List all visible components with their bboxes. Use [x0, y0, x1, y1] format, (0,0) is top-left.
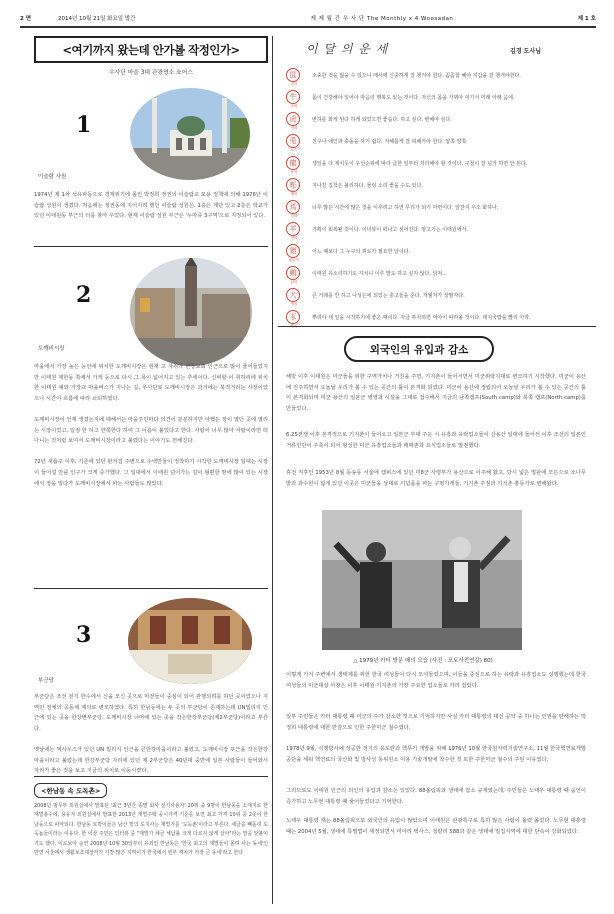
fortune-item [286, 130, 592, 152]
fortune-item [286, 174, 592, 196]
zodiac-icon: 馬 말띠 [286, 200, 300, 214]
item-text: 1974년 제 1차 석유파동으로 경제위기에 몰린 박정희 정권의 이슬람교 포용 정책에 의해 1976년 이슬람 성원이 생겼다. 처음에는 정권동에 지어지려 했던 이슬람 성원은, 1층은 계단 있고 2층은 학교가 있던 이태원동 부근의 터를 찾아 우었다. 현재 이슬람 성원 부근은 '누마쥬 3구역'으로 지정되어 있다. [34, 192, 268, 220]
item-caption: 도깨비시장 [38, 346, 65, 352]
zodiac-icon: 鷄 닭띠 [286, 266, 300, 280]
fortune-text: 너무 많은 시간에 많은 것을 이루려고 하면 무리가 되기 마련이다. 알찬지 우소 화하나. [312, 204, 499, 211]
masthead: 제 제 월 간 우 사 단 The Monthly x 4 Woosadan [310, 16, 454, 22]
fortune-item [286, 196, 592, 218]
item-text: 마을에서 가장 높은 능선에 위치한 도깨비시장은 현재 고 자취가 한창교회 인근으로 많이 줄어들었지만 이태원 제한동 쪽에서 가게 등으로 다시 그 목이 넓어지고 있는 추세이다. 신비할 이 취하리에 위치한 이태원 예와 가장교 마을버스가 지나는 길, 우사단로 도깨비시장은 과거에는 북적거리는 시장이었으나 시간이 흐름에 따라 쇠퇴하였다. 도깨비시장이 언제 생겼는지에 대해서는 마을주민마다 의견이 분분하지만 아쨌든 장이 열던 곳에 열리는 시장이었고, 입점 한 하고 한쪽한다 하여 그 이름이 붙었다고 한다. 사람이 너무 많아 사람이라면 떠나니는 것처럼 보여서 도깨비시장이라고 불렸다는 이야기도 전해진다. 72년 새롭주 이후, 기존에 있던 판자집 주변으로 수백만들이 정착하기 시작한 도깨비시장 일대는 시장이 들어설 만큼 인구가 크게 증가했다. 그 일대에서 이태원 넘어가는 길이 형편한 땅에 많이 있는 시장에서 정을 빌다가 도깨비시장에서 파는 사람들도 많았다. [34, 364, 268, 487]
fortune-text: 어느 때보다 그 누구의 위로가 필요한 날이다. [312, 248, 411, 255]
fortune-item [286, 86, 592, 108]
body-paragraph: 6.25전쟁 이후 본격적으로 기지촌이 들어오고 일본군 부대 주둔 시 유흥과 유락업소들이 신용산 일대에 들어선 이후 조선의 일본인 거류민단이 주축이 되어 형성한 미군 유흥업소들과 매매촌과 요식업소들로 발전했다. [286, 432, 586, 449]
divider [34, 776, 268, 777]
fortune-item [286, 218, 592, 240]
divider [34, 588, 268, 589]
photo-caption: △ 1979년 카터 방문 때의 모습 (사진 : 포토사전연감) 80) [353, 658, 493, 664]
body-paragraph: 해방 이후 이태원은 미군들을 위한 구역가치나 거친을 주면, 기지촌이 들어서면서 미군위락지대로 변모하기 시작했다. 미군이 용산에 진주하면서 오늘날 우리가 볼 수 있는 공간의 틀이 본격화 되었다. 미군이 용산에 정립되어 오늘날 우리가 볼 수 있는 공간의 틀이 본격화되며 미군 용산의 일본군 병영과 시설을 그대로 접수해서 지금의 남쪽캠프(South camp)와 북쪽 캠프(North camp)를 만들었다. [286, 374, 586, 412]
zodiac-icon: 蛇 뱀띠 [286, 178, 300, 192]
page-number: 2 면 [20, 16, 32, 22]
item-caption: 이슬람 사원 [38, 174, 67, 180]
item-number: 3 [76, 622, 92, 648]
zodiac-icon: 兎 토끼 [286, 134, 300, 148]
body-paragraph: 일부 주민들은 카터 대통령 때 미군의 수가 감소한 것으로 기억하지만 사실 카터 대통령의 대선 공약 중 하나는 인권을 탄해하는 박정희 대통령에 대한 반감으로 인한 주한미군 철수였다. [286, 714, 586, 731]
fortune-item [286, 64, 592, 86]
body-paragraph: 휴전 직후인 1953년 8월 동송동 서울에 캠퍼스에 있던 미8군 사령부가 용산으로 이주해 왔고, 당시 넓은 벌판에 모든으로 소나무 밭과 과수원이 넓게 있던 이곳은 미군들을 상대로 기념품을 파는 구멍가게들, 기지촌 주점과 기지촌 홍등가로 변해왔다. [286, 470, 586, 487]
sidebar-box-title: <한남동 속 도독촌> [34, 783, 107, 798]
fortune-text: 친구나 애인과 충돌을 하기 쉽다. 지혜롭게 잘 피해가야 한다. 양쪽 양쪽 [312, 138, 467, 145]
fortune-text: 뿌려야 새 일을 시작하기에 좋은 때이다. 자금 투자하면 여야이 따라올 것이다. 돼지국밥을 빨리 아라. [312, 314, 531, 321]
fortune-item [286, 240, 592, 262]
article-headline: <여기까지 왔는데 안가볼 작정인가> [34, 36, 268, 63]
fortune-text: 소중한 것을 잃을 수 있으니 매사에 신중하게 잘 챙겨야 한다. 꼼꼼함 혜야 지갑을 잘 챙겨야한다. [312, 72, 521, 79]
column-divider [272, 36, 273, 904]
fortune-item [286, 262, 592, 284]
shrine-photo [128, 598, 252, 684]
item-number: 1 [76, 112, 92, 138]
divider [278, 326, 596, 327]
fortune-text: 큰 거래를 안 하고 나성은에 되었는 충고들을 준다. 개월처가 상팔자다. [312, 292, 465, 299]
zodiac-icon: 牛 소띠 [286, 90, 300, 104]
sidebar-box-text: 2008년 범무부 외원실에서 발표된 '최근 3년간 종별 회사 전기사용자' 20위 중 9명이 한남동을 소재지로 한 재벌총수에, 용유자 외원실에서 발표한 2013년 재벌주택 공시가격 기준을 보면 최고 가격 10위 중 2곳이 한남동으로 파악되다. 한남동 토박이들은 남산 밑의 도지사는 재벌가를 '도둑촌'이라고 부른다. 세금을 빼돌려 도둑놈들이라는 이유다. 한 이상 주민은 인터뷰 중 "재벌가 세금 체납률 크게 다르지 않게 살아"라는 말을 앞붙이기도 했다. 이로보아 순연 2008년 10월 30일부터 유죄인 한남동은 '한국 최고의 재벌들이 몰려 사는 동네'인 반면 서울에서 생활보조대상자가 가장 많은 지역이기 한국에서 빈부 격차가 가장 큰 동네'라고 한다 [34, 803, 268, 857]
section-title: 외국인의 유입과 감소 [344, 336, 494, 362]
fortune-text: 생일을 다 제치듯이 우선순위에 따라 급한 일부터 처리해야 할 것이다. 구청이 잘 넘겨 하면 안 된다. [312, 160, 528, 167]
market-photo [130, 258, 252, 366]
item-number: 2 [76, 282, 92, 308]
item-caption: 부군당 [38, 678, 54, 684]
body-paragraph: 1978년 9월, 시행방사에 성공한 정기의 유도탄과 핵무기 개발을 위해 1976년 10월 한국원자력기술연구소, 11월 한국핵연료개발공단을 세워 핵연료의 국산화 및 방사성 동위원소 이용 기술개발에 착수한 것 또한 주한미군 철수의 주된 이유였다. [286, 746, 586, 763]
zodiac-icon: 猿 원숭이 [286, 244, 300, 258]
carter-visit-photo [322, 510, 522, 650]
article-subtitle: 우사단 마을 3대 관광명소 쇼어스 [109, 70, 193, 76]
divider [34, 246, 268, 247]
zodiac-icon: 龍 용띠 [286, 156, 300, 170]
fortune-item [286, 284, 592, 306]
body-paragraph: 그러므로도 이태원 인근의 외인의 유입과 감소는 있었다. 88올림픽과 생태에 잡소 규제였는데, 주민들은 노태우 대통령 때 숨인이 증가하고 노무현 대통령 때 줄어들었다고 기억한다. [286, 788, 586, 805]
fortune-text: 지나친 집착은 불리하다. 물렁 소리 좋을 수도 있다. [312, 182, 423, 189]
fortune-text: 기획이 회복될 것이다. 이너뷰이 떠나고 싶어진다. 양고기는 이태원에서. [312, 226, 468, 233]
fortune-text: 몸이 건강해야 있어야 마음의 행복도 있는 것이다. 자신의 몸을 가꿔야 여기서 미래 아래 음에. [312, 94, 515, 101]
right-column [278, 36, 596, 904]
fortune-item [286, 108, 592, 130]
zodiac-icon: 虎 범띠 [286, 112, 300, 126]
fortune-title: 이 달 의 운 세 [306, 42, 389, 56]
zodiac-icon: 羊 양띠 [286, 222, 300, 236]
fortune-text: 이태원 유소리하기도 지치니 이루 말도 하고 싶지 않다. 닭쳐... [312, 270, 447, 277]
left-column [34, 36, 268, 904]
mosque-photo [130, 88, 250, 180]
item-text: 부군당은 조선 전기 한수에서 신을 모신 곳으로 마전들이 중심이 되어 관행되려를 하던 곳이었으나 지역민 전체의 공동체 제의로 변모하였다. 특히 한남동에는 두 곳의 부군당이 존재하는데 UN빌리지 인근에 있는 곳을 한강변부군당, 도깨비시장 너머에 있는 곳을 작은한강부군당(제2부군당)이라고 부른다. 옛날에는 역사우스가 있던 UN 빌리지 인근을 큰한강마을이라고 불렀고, 도깨비시장 부근을 작은한강마을이라고 불렀는데 한강부군당 자리에 있던 제 2부군당은 40년대 중반에 일본 사람들이 들어와서 자리가 좋은 것을 보고 지금의 위치로 이동시켰다. [34, 694, 268, 775]
publish-date: 2014년 10월 21일 화요일 발간 [58, 16, 136, 22]
zodiac-icon: 犬 개띠 [286, 288, 300, 302]
fortune-item [286, 152, 592, 174]
issue-number: 제 1 호 [577, 16, 596, 22]
body-paragraph: 노태우 대통령 재는 88올림픽으로 외국인의 유입이 많았으며 이태원은 관광특구로 특히 많은 사람이 몰렸 몰었다. 노무현 대통령 때는 2004년 5월, 생태에 특별법이 세정되면서 미아리 텍사스, 청량리 588과 같은 생태에 밀집지역에 대한 단속이 강화되었다. [286, 818, 586, 835]
zodiac-icon: 鼠 쥐띠 [286, 68, 300, 82]
body-paragraph: 이렇게 기지 주변에서 생태계를 위한 한국 여성들이 다시 모여들었으며, 이들을 중심으로 하는 유락과 유흥업소도 성행했는데 한국 여성들의 미군대상 사창은 이후 이태원 기지촌의 가장 주요한 업소들로 자리 잡았다. [286, 672, 586, 689]
zodiac-icon: 豕 [286, 310, 300, 324]
fortune-author: 김경 도사님 [510, 48, 542, 55]
page-header [20, 10, 596, 28]
fortune-item [286, 306, 592, 328]
fortune-text: 변하를 화게 된다 하게 되었으면 좋습다. 하고 싶다. 변해야 싶다. [312, 116, 452, 123]
